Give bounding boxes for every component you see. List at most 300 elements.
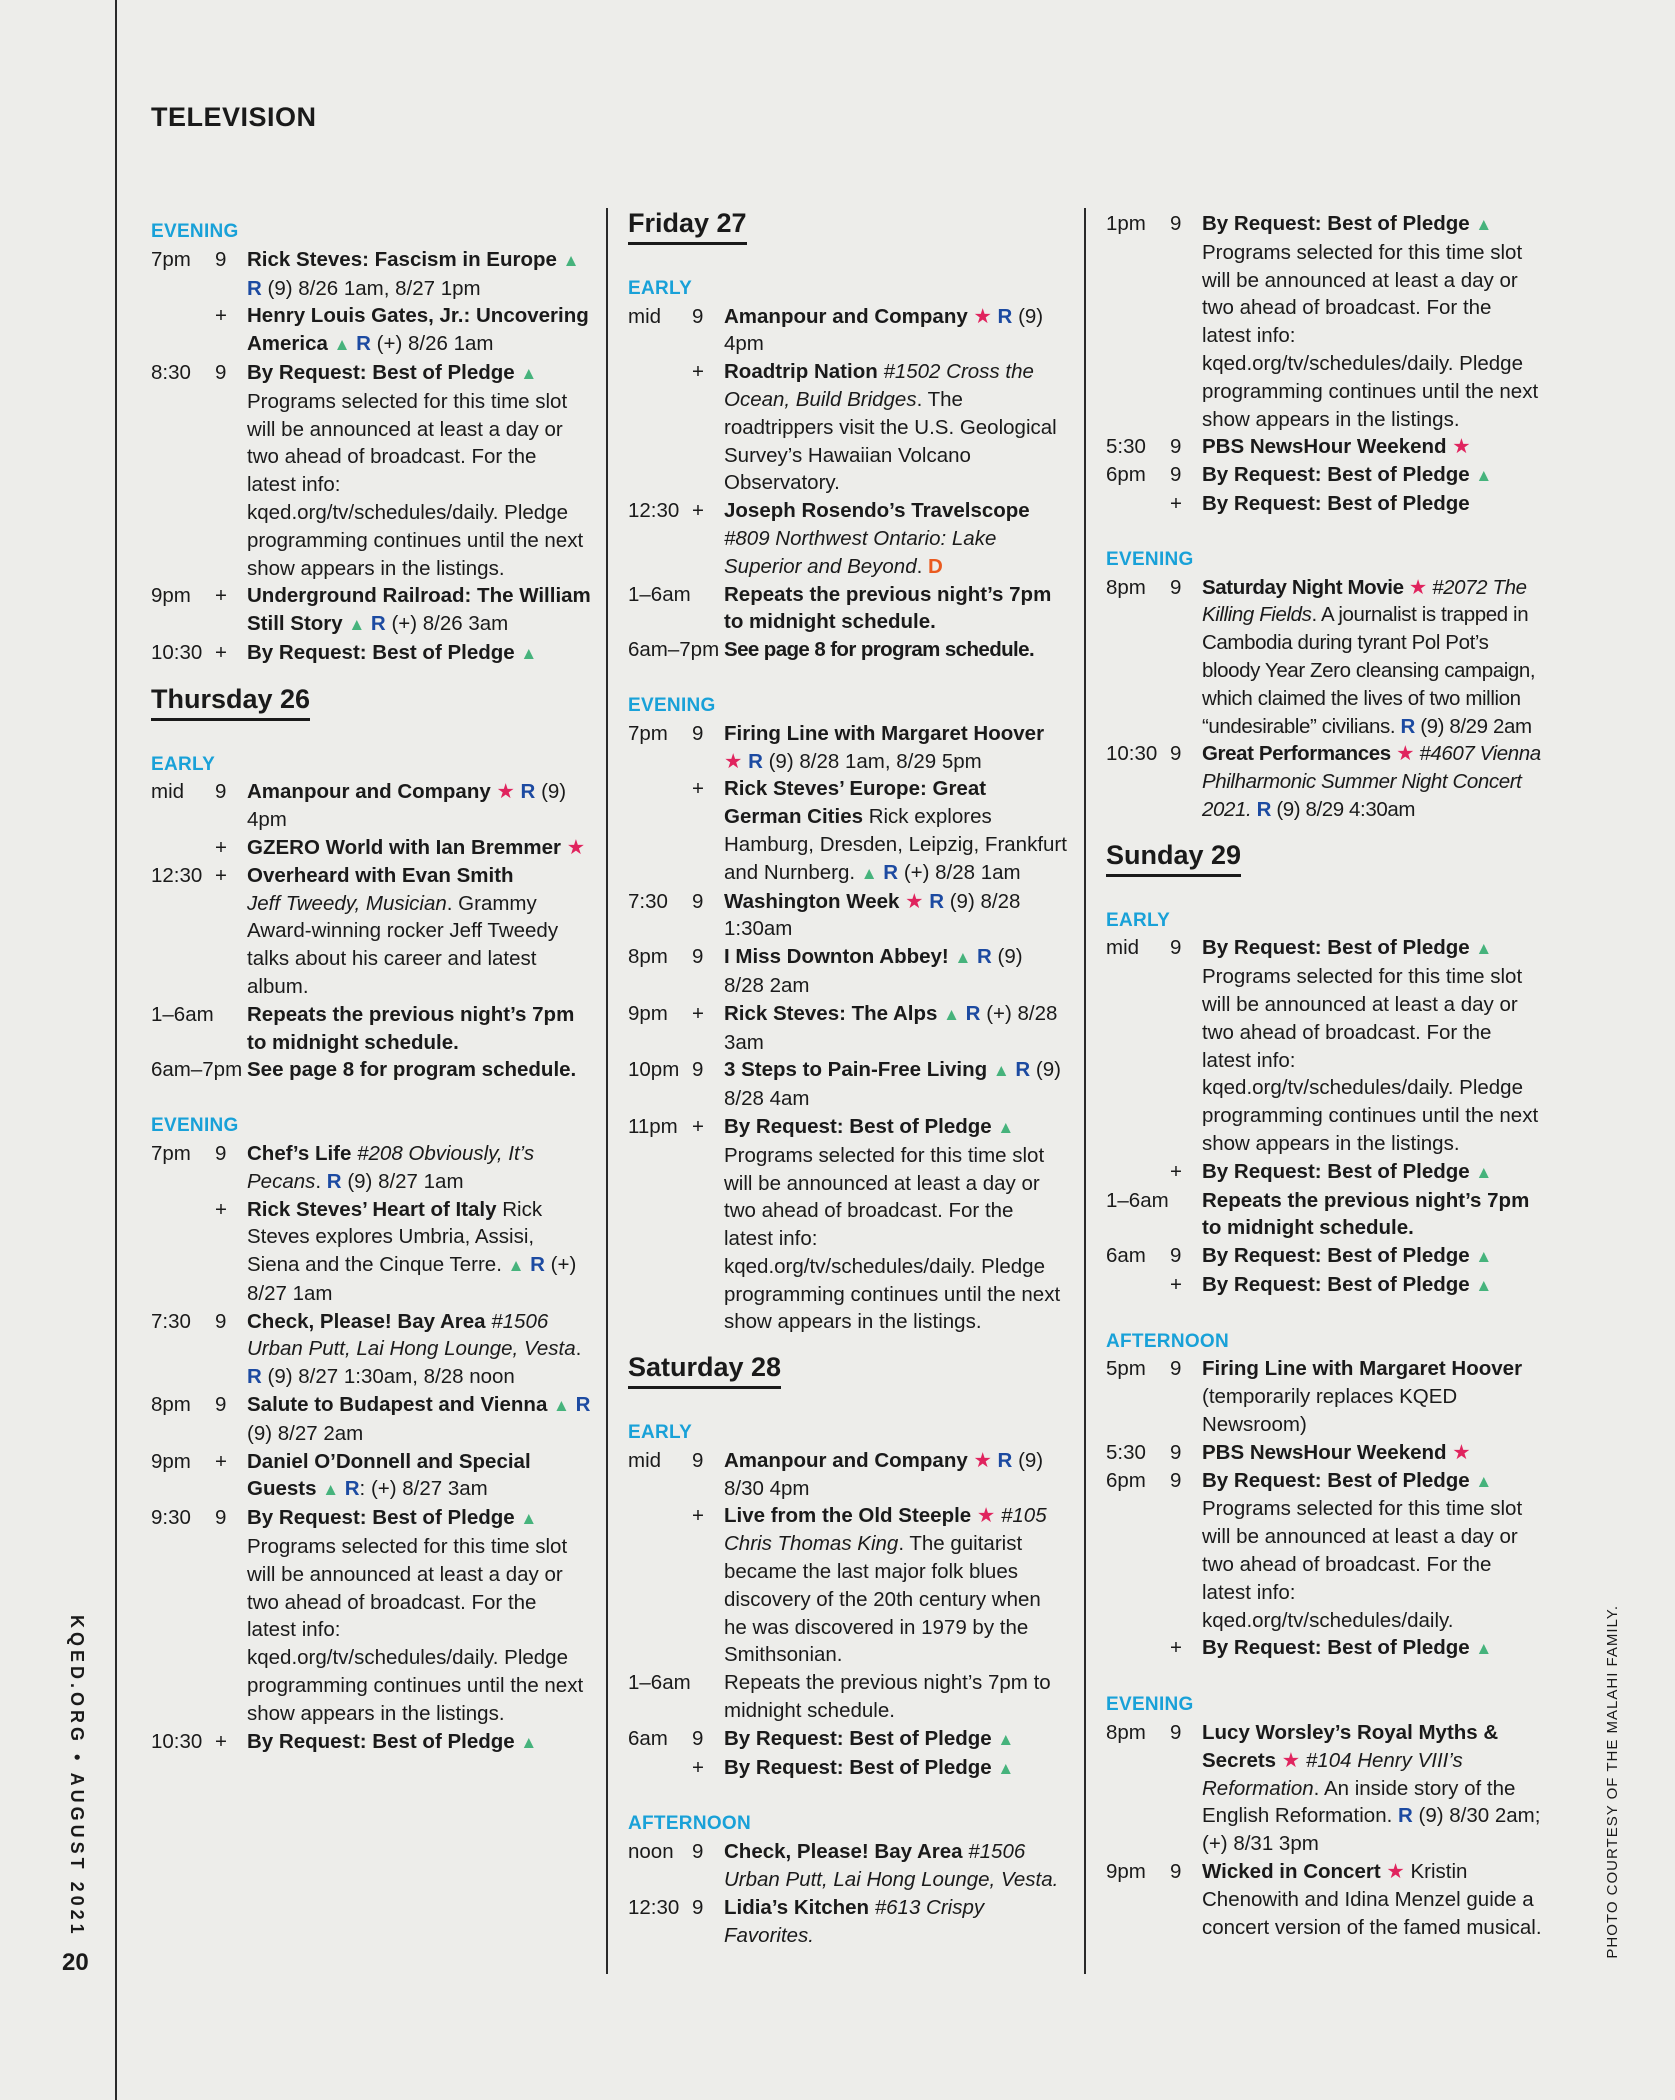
listing-body <box>1202 1242 1546 1271</box>
listing-time: noon <box>628 1840 674 1864</box>
period-heading: EARLY <box>151 753 216 775</box>
program-title: Firing Line with Margaret Hoover <box>1202 1357 1523 1381</box>
pledge-triangle-icon: ▲ <box>333 335 351 355</box>
channel: 9 <box>215 1506 227 1530</box>
pledge-triangle-icon: ▲ <box>943 1004 960 1024</box>
pledge-triangle-icon: ▲ <box>1475 1247 1493 1267</box>
channel: 9 <box>1170 1468 1182 1492</box>
program-title: Overheard with Evan Smith <box>247 863 514 887</box>
program-title: Check, Please! Bay Area <box>724 1840 963 1864</box>
episode-title: #4607 Vienna Philharmonic Summer Night Concert 2021. <box>1202 742 1541 821</box>
listing <box>151 1504 591 1727</box>
repeat-icon: R <box>1398 1804 1413 1828</box>
listing <box>628 943 1068 1000</box>
listing-body: Saturday Night Movie ★ #2072 The Killing Fields. A journalist is trapped in Cambodia during tyrant Pol Pot’s bloody Year Zero cleansing campaign, which claimed the lives of two million “undesirable” civilians. R (9) 8/29 2am <box>1202 575 1536 738</box>
listing-body <box>724 1894 1068 1950</box>
listing-time: 12:30 <box>151 863 203 887</box>
listing-body <box>724 888 1068 944</box>
listing <box>1106 1242 1546 1271</box>
program-title: Amanpour and Company <box>247 780 491 804</box>
repeat-times: (+) 8/27 3am <box>370 1477 488 1501</box>
listing-body <box>724 1838 1068 1894</box>
day-heading: Thursday 26 <box>151 686 310 721</box>
program-title: See page 8 for program schedule. <box>724 638 1035 662</box>
listing-time: 8pm <box>628 945 668 969</box>
program-title: Live from the Old Steeple <box>724 1504 972 1528</box>
listing <box>1106 1467 1546 1635</box>
program-title: Chef’s Life <box>247 1141 352 1165</box>
pledge-triangle-icon: ▲ <box>520 363 538 383</box>
listing <box>1106 1439 1546 1467</box>
repeat-times: (+) 8/26 3am <box>391 612 509 636</box>
repeat-icon: R <box>344 1477 360 1501</box>
listing-body <box>724 1754 1068 1783</box>
repeat-times: (9) 8/27 2am <box>247 1421 364 1445</box>
channel: 9 <box>1170 435 1182 459</box>
listing-body <box>247 1196 591 1308</box>
listing <box>1106 1355 1546 1438</box>
channel: 9 <box>1170 575 1182 599</box>
channel: 9 <box>215 360 227 384</box>
program-title: Rick Steves’ Heart of Italy <box>247 1197 497 1221</box>
listing-body <box>724 1056 1068 1113</box>
star-icon: ★ <box>1281 1748 1301 1772</box>
listing-time: 5pm <box>1106 1357 1146 1381</box>
program-title: Underground Railroad: The William Still Story <box>247 584 591 636</box>
program-description: Programs selected for this time slot will be announced at least a day or two ahead of broadcast. For the latest info: kqed.org/tv/schedules/daily. Pledge programming continues until the next show appears in the listings. <box>1202 240 1539 431</box>
repeat-times: (9) 4pm <box>247 780 567 832</box>
listing <box>628 1056 1068 1113</box>
program-description: Rick Steves explores Umbria, Assisi, Siena and the Cinque Terre. <box>247 1197 543 1277</box>
pledge-triangle-icon: ▲ <box>992 1061 1010 1081</box>
pledge-triangle-icon: ▲ <box>860 863 878 883</box>
program-description: Programs selected for this time slot will be announced at least a day or two ahead of broadcast. For the latest info: kqed.org/tv/schedules/daily. Pledge programming continues until the next show appears in the listings. <box>724 1143 1061 1334</box>
listing <box>151 1001 591 1057</box>
program-title: By Request: Best of Pledge <box>1202 463 1470 487</box>
listing <box>1106 210 1546 433</box>
listing-body: Overheard with Evan Smith Jeff Tweedy, Musician. Grammy Award-winning rocker Jeff Tweedy talks about his career and latest album. <box>247 863 559 998</box>
listing <box>628 1754 1068 1783</box>
program-title: 3 Steps to Pain-Free Living <box>724 1058 988 1082</box>
program-title: Roadtrip Nation <box>724 360 878 384</box>
listing <box>151 1391 591 1448</box>
program-title: Salute to Budapest and Vienna <box>247 1393 548 1417</box>
program-title: Amanpour and Company <box>724 304 968 328</box>
listing-time: 1–6am <box>1106 1188 1169 1212</box>
program-title: By Request: Best of Pledge <box>1202 212 1470 235</box>
repeat-icon: R <box>997 304 1013 328</box>
channel: 9 <box>215 247 227 271</box>
listing-time: 9:30 <box>151 1506 191 1530</box>
schedule-column-3 <box>1106 210 1546 1941</box>
pledge-triangle-icon: ▲ <box>520 1732 538 1752</box>
listing-time: 5:30 <box>1106 1440 1146 1464</box>
repeat-icon: R <box>748 749 763 773</box>
listing <box>628 1838 1068 1894</box>
program-title: Amanpour and Company <box>724 1448 968 1472</box>
listing-time: 11pm <box>628 1114 678 1138</box>
program-description: The roadtrippers visit the U.S. Geological Survey’s Hawaiian Volcano Observatory. <box>724 387 1057 495</box>
pledge-triangle-icon: ▲ <box>1475 1639 1493 1659</box>
listing <box>628 1113 1068 1336</box>
listing <box>628 1725 1068 1754</box>
period-heading: EARLY <box>628 277 693 299</box>
listing <box>628 720 1068 776</box>
listing <box>151 834 591 862</box>
channel: 9 <box>692 889 704 913</box>
star-icon: ★ <box>905 889 924 913</box>
program-description: Programs selected for this time slot will be announced at least a day or two ahead of broadcast. For the latest info: kqed.org/tv/schedules/daily. <box>1202 1497 1523 1632</box>
listing-body: Check, Please! Bay Area #1506 Urban Putt, Lai Hong Lounge, Vesta. R (9) 8/27 1:30am, 8/28 noon <box>247 1309 582 1389</box>
listing-time: 8pm <box>1106 575 1146 599</box>
program-title: Check, Please! Bay Area <box>247 1309 486 1333</box>
repeat-icon: R <box>1400 714 1415 738</box>
program-title: Daniel O’Donnell and Special Guests <box>247 1449 531 1501</box>
channel: 9 <box>692 304 704 328</box>
episode-title: #809 Northwest Ontario: Lake Superior and Beyond <box>724 526 997 578</box>
listing-time: 1–6am <box>628 1671 691 1695</box>
program-title: By Request: Best of Pledge <box>1202 1159 1470 1183</box>
program-title: By Request: Best of Pledge <box>247 640 515 664</box>
listing-time: 7pm <box>151 1141 191 1165</box>
listing <box>628 497 1068 580</box>
pledge-triangle-icon: ▲ <box>1475 215 1493 234</box>
channel: 9 <box>692 1895 704 1919</box>
program-description: The guitarist became the last major folk blues discovery of the 20th century when he was discovered in 1979 by the Smithsonian. <box>724 1532 1041 1667</box>
program-description: An inside story of the English Reformation. <box>1202 1776 1516 1828</box>
listing <box>151 1196 591 1308</box>
channel: 9 <box>692 1448 704 1472</box>
listing-time: 7:30 <box>628 889 668 913</box>
channel: 9 <box>692 1840 704 1864</box>
listing-time: 1–6am <box>151 1002 214 1026</box>
channel: + <box>1170 1636 1182 1660</box>
pledge-triangle-icon: ▲ <box>507 1256 525 1276</box>
listing <box>151 582 591 639</box>
program-description: Programs selected for this time slot will be announced at least a day or two ahead of broadcast. For the latest info: kqed.org/tv/schedules/daily. Pledge programming continues until the next show appears in the listings. <box>247 389 584 580</box>
repeat-times: (9) 8/27 1:30am, 8/28 noon <box>267 1365 515 1389</box>
program-title: I Miss Downton Abbey! <box>724 945 949 969</box>
listing-time: 10:30 <box>151 640 203 664</box>
listing-body <box>247 1728 591 1757</box>
listing <box>1106 1858 1546 1941</box>
listing-time: mid <box>151 780 185 804</box>
listing-time: mid <box>628 304 662 328</box>
listing <box>1106 934 1546 1157</box>
listing-body <box>1202 210 1546 433</box>
channel: 9 <box>1170 463 1182 487</box>
listing <box>1106 574 1546 741</box>
repeat-times: (9) 8/28 1:30am <box>724 889 1021 941</box>
listing-body <box>247 778 591 834</box>
episode-title: #1506 Urban Putt, Lai Hong Lounge, Vesta. <box>724 1840 1059 1892</box>
channel: + <box>692 1001 704 1025</box>
program-description: Kristin Chenowith and Idina Menzel guide a concert version of the famed musical. <box>1202 1860 1542 1939</box>
footer-site-date: KQED.ORG • AUGUST 2021 <box>67 1615 87 1938</box>
listing <box>628 1894 1068 1950</box>
episode-title: #105 Chris Thomas King <box>724 1504 1047 1556</box>
star-icon: ★ <box>973 1448 992 1472</box>
listing-body <box>247 639 591 668</box>
channel: + <box>1170 491 1182 515</box>
listing-time: 12:30 <box>628 499 680 523</box>
listing-body <box>1202 461 1546 490</box>
listing-body <box>724 1113 1068 1336</box>
pledge-triangle-icon: ▲ <box>1475 466 1493 486</box>
channel: 9 <box>692 1058 704 1082</box>
channel: 9 <box>1170 1357 1182 1381</box>
program-title: Washington Week <box>724 889 900 913</box>
listing <box>628 1502 1068 1669</box>
listing-time: 9pm <box>151 584 191 608</box>
episode-title: #208 Obviously, It’s Pecans <box>247 1141 535 1193</box>
repeat-times: (+) 8/26 1am <box>376 332 494 356</box>
repeat-times: (9) 8/29 2am <box>1420 714 1532 738</box>
program-title: By Request: Best of Pledge <box>247 360 515 384</box>
pledge-triangle-icon: ▲ <box>1475 939 1493 959</box>
listing <box>1106 740 1546 823</box>
listing-body: Lucy Worsley’s Royal Myths & Secrets ★ #104 Henry VIII’s Reformation. An inside story of the English Reformation. R (9) 8/30 2am; (+) 8/31 3pm <box>1202 1721 1541 1856</box>
pledge-triangle-icon: ▲ <box>520 643 538 663</box>
repeat-times: (9) 8/28 1am, 8/29 5pm <box>768 749 982 773</box>
repeat-times: (9) 4pm <box>724 304 1044 356</box>
period-heading: AFTERNOON <box>628 1813 752 1835</box>
program-title: PBS NewsHour Weekend <box>1202 1440 1447 1464</box>
channel: 9 <box>215 780 227 804</box>
episode-title: #1502 Cross the Ocean, Build Bridges <box>724 360 1034 411</box>
listing <box>151 1728 591 1757</box>
program-title: By Request: Best of Pledge <box>247 1506 515 1530</box>
program-title: Firing Line with Margaret Hoover <box>724 721 1045 745</box>
pledge-triangle-icon: ▲ <box>1475 1275 1493 1295</box>
channel: + <box>215 1197 227 1221</box>
channel: + <box>692 1504 704 1528</box>
program-title: GZERO World with Ian Bremmer <box>247 835 561 859</box>
program-title: By Request: Best of Pledge <box>1202 936 1470 960</box>
page-number: 20 <box>62 1949 89 1976</box>
listing <box>1106 433 1546 461</box>
listing-time: 9pm <box>628 1001 668 1025</box>
listing-time: 6pm <box>1106 1468 1146 1492</box>
listing <box>151 302 591 359</box>
listing-body <box>724 1447 1068 1503</box>
listing-time: 10:30 <box>1106 742 1158 766</box>
pledge-triangle-icon: ▲ <box>1475 1471 1493 1491</box>
channel: + <box>692 1755 704 1779</box>
repeat-icon: R <box>530 1253 545 1277</box>
pledge-triangle-icon: ▲ <box>562 250 580 270</box>
repeat-icon: R <box>575 1393 591 1417</box>
listing-body <box>247 246 591 303</box>
program-title: Great Performances <box>1202 742 1391 766</box>
program-title: Rick Steves: The Alps <box>724 1001 938 1025</box>
listing <box>151 778 591 834</box>
listing-time: 6am <box>628 1726 668 1750</box>
pledge-triangle-icon: ▲ <box>997 1729 1015 1749</box>
pledge-triangle-icon: ▲ <box>553 1396 570 1416</box>
program-title: Lidia’s Kitchen <box>724 1895 870 1919</box>
listing-time: 1–6am <box>628 582 691 606</box>
listing-body: Daniel O’Donnell and Special Guests ▲ R: (+) 8/27 3am <box>247 1449 531 1501</box>
program-description: Grammy Award-winning rocker Jeff Tweedy talks about his career and latest album. <box>247 891 559 998</box>
star-icon: ★ <box>1452 435 1471 459</box>
repeat-icon: R <box>1256 797 1272 821</box>
listing <box>628 888 1068 944</box>
listing <box>628 581 1068 637</box>
listing-time: 10:30 <box>151 1729 203 1753</box>
channel: + <box>215 863 227 887</box>
channel: 9 <box>215 1141 227 1165</box>
program-title: By Request: Best of Pledge <box>1202 1468 1470 1492</box>
listing-body <box>247 302 591 359</box>
listing-body <box>1202 1158 1546 1187</box>
program-description: A journalist is trapped in Cambodia during tyrant Pol Pot’s bloody Year Zero cleansing campaign, which claimed the lives of two million “undesirable” civilians. <box>1202 603 1536 738</box>
channel: + <box>692 1114 704 1138</box>
listing-time: 7pm <box>151 247 191 271</box>
program-title: Repeats the previous night’s 7pm to midnight schedule. <box>724 582 1052 634</box>
listing-time: 9pm <box>1106 1860 1146 1884</box>
channel: + <box>215 640 227 664</box>
repeat-icon: R <box>247 276 262 300</box>
listing <box>628 775 1068 887</box>
program-title: By Request: Best of Pledge <box>1202 1272 1470 1296</box>
listing-time: 6am <box>1106 1244 1146 1268</box>
period-heading: AFTERNOON <box>1106 1330 1230 1352</box>
listing-body <box>724 775 1068 887</box>
listing-time: 5:30 <box>1106 435 1146 459</box>
program-title: By Request: Best of Pledge <box>247 1729 515 1753</box>
listing <box>1106 1271 1546 1300</box>
period-heading: EVENING <box>151 1115 239 1137</box>
pledge-triangle-icon: ▲ <box>1475 1162 1493 1182</box>
listing-body <box>1202 1271 1546 1300</box>
channel: + <box>215 1729 227 1753</box>
listing-body <box>724 1000 1068 1057</box>
channel: + <box>1170 1272 1182 1296</box>
star-icon: ★ <box>1452 1440 1471 1464</box>
listing <box>1106 1634 1546 1663</box>
program-description: Repeats the previous night’s 7pm to midnight schedule. <box>724 1671 1051 1723</box>
listing <box>628 303 1068 359</box>
period-heading: EVENING <box>628 694 716 716</box>
repeat-icon: R <box>326 1169 342 1193</box>
repeat-times: (9) 8/30 2am; (+) 8/31 3pm <box>1202 1804 1541 1856</box>
program-title: Saturday Night Movie <box>1202 575 1404 599</box>
listing-body <box>724 943 1068 1000</box>
program-title: Henry Louis Gates, Jr.: Uncovering America <box>247 304 589 356</box>
repeat-icon: R <box>883 860 899 884</box>
photo-credit: PHOTO COURTESY OF THE MALAHI FAMILY. <box>1604 1605 1621 1959</box>
channel: 9 <box>1170 1860 1182 1884</box>
listing-body <box>247 834 591 862</box>
pledge-triangle-icon: ▲ <box>520 1509 538 1529</box>
listing-body <box>1202 740 1546 823</box>
listing-time: mid <box>628 1448 662 1472</box>
listing <box>628 1000 1068 1057</box>
listing-body <box>1202 1634 1546 1663</box>
listing <box>151 359 591 582</box>
listing-body: Chef’s Life #208 Obviously, It’s Pecans. R (9) 8/27 1am <box>247 1141 535 1193</box>
channel: + <box>215 835 227 859</box>
listing-body <box>1202 934 1546 1157</box>
listing <box>1106 1158 1546 1187</box>
repeat-icon: R <box>997 1448 1013 1472</box>
episode-title: #613 Crispy Favorites. <box>724 1895 985 1947</box>
repeat-times: (9) 8/27 1am <box>347 1169 464 1193</box>
listing-body <box>724 720 1068 776</box>
program-title: See page 8 for program schedule. <box>247 1058 577 1082</box>
listing <box>1106 1719 1546 1858</box>
column-divider <box>1084 208 1086 1974</box>
channel: 9 <box>215 1309 227 1333</box>
repeat-times: (+) 8/28 1am <box>903 860 1021 884</box>
pledge-triangle-icon: ▲ <box>997 1758 1015 1778</box>
listing-body <box>1202 1858 1546 1941</box>
repeat-icon: R <box>929 889 945 913</box>
star-icon: ★ <box>496 780 515 804</box>
star-icon: ★ <box>1396 742 1415 766</box>
listing-time: 7pm <box>628 721 668 745</box>
program-title: By Request: Best of Pledge <box>1202 1244 1470 1268</box>
pledge-triangle-icon: ▲ <box>954 948 972 968</box>
program-description: Programs selected for this time slot will be announced at least a day or two ahead of broadcast. For the latest info: kqed.org/tv/schedules/daily. Pledge programming continues until the next show appears in the listings. <box>247 1535 584 1725</box>
listing <box>151 1308 591 1391</box>
listing <box>628 358 1068 497</box>
listing <box>151 246 591 303</box>
program-title: Wicked in Concert <box>1202 1860 1381 1884</box>
episode-title: #104 Henry VIII’s Reformation <box>1202 1748 1463 1800</box>
day-heading: Saturday 28 <box>628 1354 781 1389</box>
listing <box>151 1056 591 1084</box>
period-heading: EVENING <box>1106 1694 1194 1716</box>
channel: + <box>215 1449 227 1473</box>
star-icon: ★ <box>973 304 992 328</box>
repeat-times: (9) 8/29 4:30am <box>1276 797 1416 821</box>
episode-title: #1506 Urban Putt, Lai Hong Lounge, Vesta <box>247 1309 576 1361</box>
period-heading: EVENING <box>151 221 239 242</box>
channel: 9 <box>215 1393 227 1417</box>
pledge-triangle-icon: ▲ <box>348 615 366 635</box>
program-description: (temporarily replaces KQED Newsroom) <box>1202 1385 1458 1437</box>
repeat-times: (9) 8/26 1am, 8/27 1pm <box>267 276 481 300</box>
star-icon: ★ <box>724 749 743 773</box>
listing <box>151 1448 591 1505</box>
repeat-times: (9) 8/28 4am <box>724 1058 1061 1111</box>
program-title: Rick Steves’ Europe: Great German Cities <box>724 777 987 829</box>
listing-body <box>1202 1467 1546 1635</box>
channel: 9 <box>1170 742 1182 766</box>
schedule-column-2 <box>628 210 1068 1949</box>
listing-body <box>724 1725 1068 1754</box>
star-icon: ★ <box>1386 1860 1405 1884</box>
listing-body: Roadtrip Nation #1502 Cross the Ocean, Build Bridges. The roadtrippers visit the U.S. Geological Survey’s Hawaiian Volcano Observatory. <box>724 360 1057 495</box>
listing <box>628 1447 1068 1503</box>
listing-time: 8:30 <box>151 360 191 384</box>
channel: 9 <box>692 945 704 969</box>
star-icon: ★ <box>566 835 586 859</box>
listing <box>1106 490 1546 518</box>
program-title: By Request: Best of Pledge <box>724 1114 992 1138</box>
listing-body <box>247 359 591 582</box>
listing <box>1106 1187 1546 1243</box>
pledge-triangle-icon: ▲ <box>997 1117 1015 1137</box>
listing-time: 8pm <box>151 1393 191 1417</box>
episode-title: Jeff Tweedy, Musician <box>247 891 447 915</box>
program-title: Rick Steves: Fascism in Europe <box>247 247 557 271</box>
channel: + <box>215 304 227 328</box>
listing-time: 6am–7pm <box>628 638 720 662</box>
channel: 9 <box>1170 1721 1182 1745</box>
